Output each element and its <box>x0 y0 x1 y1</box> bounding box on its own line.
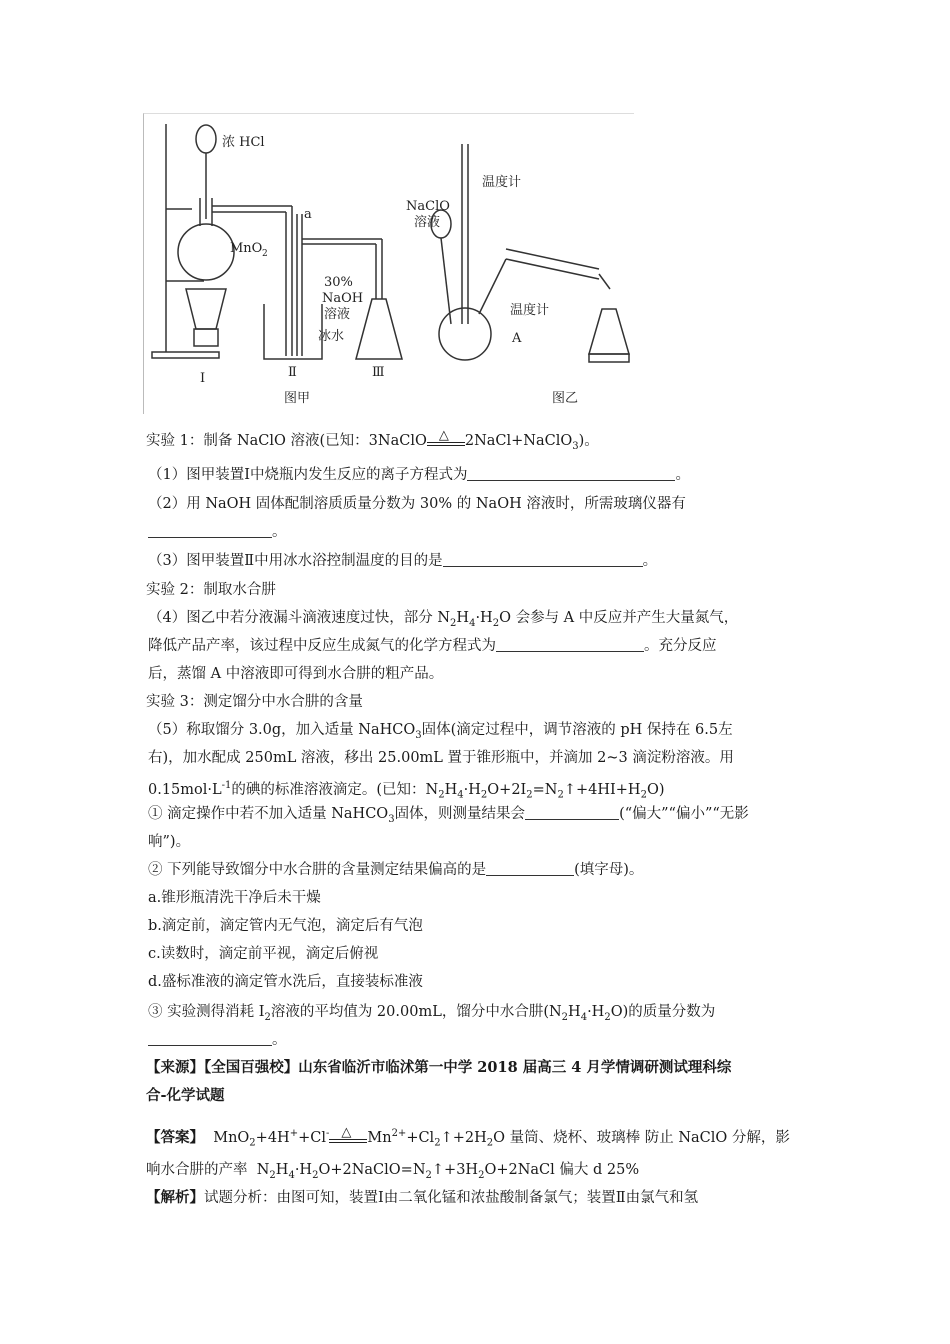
answer-blank-5 <box>525 805 619 820</box>
label-roman-3: Ⅲ <box>372 365 385 380</box>
answer-eq-1: MnO <box>213 1129 250 1146</box>
label-solution: 溶液 <box>324 307 351 322</box>
heating-triangle-icon: △ <box>329 1127 367 1145</box>
question-1 <box>148 465 828 485</box>
experiment-3-heading: 实验 3：测定馏分中水合肼的含量 <box>146 694 363 710</box>
answer-eq-7: O 量筒、烧杯、玻璃棒 防止 NaClO 分解，影 <box>493 1129 790 1146</box>
label-thermometer-mid: 温度计 <box>510 303 550 318</box>
experiment-1-subscript: 3 <box>572 440 579 452</box>
question-3 <box>148 551 828 571</box>
heating-triangle-icon: △ <box>427 430 465 448</box>
label-naclo-solution: 溶液 <box>414 215 441 230</box>
sub-question-3-line-2 <box>148 1030 828 1050</box>
answer-label: 【答案】 <box>146 1128 204 1146</box>
question-2-blank-line <box>148 522 828 542</box>
label-fig-a: 图甲 <box>284 391 311 406</box>
sub-question-3-end: 。 <box>272 1032 287 1048</box>
apparatus-diagram <box>144 114 634 414</box>
question-2 <box>148 494 828 514</box>
question-5-text-3: 的碘的标准溶液滴定。(已知：N <box>231 781 439 798</box>
option-a: a.锥形瓶清洗干净后未干燥 <box>148 890 321 906</box>
question-5-text-2: 固体(滴定过程中，调节溶液的 pH 保持在 6.5左 <box>421 722 733 738</box>
question-1-text: （1）图甲装置Ⅰ中烧瓶内发生反应的离子方程式为 <box>148 467 468 483</box>
question-2-end: 。 <box>272 524 287 540</box>
answer-eq-4: Mn <box>367 1129 392 1146</box>
separatory-funnel <box>196 125 216 153</box>
experiment-1-products: 2NaCl+NaClO <box>464 433 573 449</box>
sub-question-2-end: (填字母)。 <box>574 862 644 878</box>
answer-eq-2: +4H <box>255 1129 290 1146</box>
thermometer-2 <box>479 259 506 314</box>
question-4-line-2 <box>148 636 828 656</box>
burner <box>186 289 226 329</box>
sub-question-1-line-2: 响”)。 <box>148 834 191 850</box>
question-4: （4）图乙中若分液漏斗滴液速度过快，部分 $N_2H_4\cdot H_2O$ 会参与 A 中反应并产生大量氮气， <box>148 610 739 629</box>
label-mno2-sub: 2 <box>262 249 268 259</box>
question-5-text-4: +4HI+H <box>576 781 641 798</box>
question-5-text: （5）称取馏分 3.0g，加入适量 NaHCO <box>148 722 416 738</box>
question-3-end: 。 <box>642 553 658 569</box>
option-c: c.读数时，滴定前平视，滴定后俯视 <box>148 946 379 962</box>
question-4-text: （4）图乙中若分液漏斗滴液速度过快，部分 N <box>148 610 451 626</box>
answer-eq-11: O+2NaCl 偏大 d 25% <box>484 1162 640 1178</box>
label-roman-1: Ⅰ <box>200 371 206 386</box>
label-naclo: NaClO <box>406 199 450 214</box>
receiving-flask <box>589 309 629 354</box>
condenser <box>506 259 599 279</box>
question-5-conc: 0.15mol·L <box>148 781 222 798</box>
sub-question-3: ③ 实验测得消耗 $I_2$溶液的平均值为 20.00mL，馏分中水合肼$(N_2H_4\cdot H_2O)$的质量分数为 <box>148 1004 716 1023</box>
three-neck-flask <box>439 308 491 360</box>
answer-blank-1 <box>467 466 675 481</box>
question-4-text-2: 会参与 A 中反应并产生大量氮气， <box>515 610 739 626</box>
sub-question-2 <box>148 860 828 880</box>
answer-eq-8: 响水合肼的产率 <box>146 1162 248 1178</box>
sub-question-1: ① 滴定操作中若不加入适量 NaHCO$_3$固体，则测量结果会 (“偏大”“偏小”“无影 <box>148 806 749 825</box>
sub-question-1-text: ① 滴定操作中若不加入适量 NaHCO <box>148 806 389 822</box>
label-naoh-pct: 30% <box>324 275 353 290</box>
source-line: 【来源】【全国百强校】山东省临沂市临沭第一中学 2018 届高三 4 月学情调研测试理科综 <box>146 1059 732 1076</box>
question-4-text-3: 降低产品产率，该过程中反应生成氮气的化学方程式为 <box>148 638 496 654</box>
answer-eq-10: ↑+3H <box>431 1162 479 1178</box>
apparatus-figure <box>143 113 634 414</box>
option-d: d.盛标准液的滴定管水洗后，直接装标准液 <box>148 974 423 990</box>
question-1-end: 。 <box>675 467 690 483</box>
experiment-2-heading: 实验 2：制取水合肼 <box>146 582 276 598</box>
answer-eq-6: ↑+2H <box>440 1129 487 1146</box>
answer-blank-6 <box>486 861 574 876</box>
answer-blank-3 <box>443 552 643 567</box>
answer-blank-2 <box>148 523 272 538</box>
analysis-text: 试题分析：由图可知，装置Ⅰ由二氧化锰和浓盐酸制备氯气；装置Ⅱ由氯气和氢 <box>204 1190 699 1206</box>
question-4-line-3: 后，蒸馏 A 中溶液即可得到水合肼的粗产品。 <box>148 666 444 682</box>
label-A: A <box>512 331 522 346</box>
answer-blank-7 <box>148 1031 272 1046</box>
question-5: （5）称取馏分 3.0g，加入适量 NaHCO$_3$固体(滴定过程中，调节溶液的 pH 保持在 6.5左 <box>148 722 733 741</box>
answer-eq-5: +Cl <box>406 1129 435 1146</box>
answer-eq-3: +Cl <box>298 1129 326 1146</box>
label-conc-hcl: 浓 HCl <box>222 135 265 150</box>
experiment-1-line <box>146 430 826 457</box>
label-roman-2: Ⅱ <box>288 365 297 380</box>
label-thermometer-top: 温度计 <box>482 175 522 190</box>
answer-eq-9: O+2NaClO=N <box>318 1162 426 1178</box>
round-flask <box>178 224 234 280</box>
label-fig-b: 图乙 <box>552 391 579 406</box>
question-5-line-3: $0.15mol\cdot L^{-1}$的碘的标准溶液滴定。(已知：$N_2H_4\cdot H_2O+2I_2=N_2↑+4HI+H_2O$) <box>148 780 665 801</box>
ice-bath-beaker <box>264 304 322 359</box>
question-2-text: （2）用 NaOH 固体配制溶质质量分数为 30% 的 NaOH 溶液时，所需玻璃仪器有 <box>148 496 686 512</box>
option-b: b.滴定前，滴定管内无气泡，滴定后有气泡 <box>148 918 423 934</box>
experiment-1-text: 实验 1：制备 NaClO 溶液(已知：3NaClO <box>146 433 427 449</box>
source-line-2: 合-化学试题 <box>146 1087 225 1104</box>
sub-question-2-text: ② 下列能导致馏分中水合肼的含量测定结果偏高的是 <box>148 862 487 878</box>
sub-question-1-text-3: (“偏大”“偏小”“无影 <box>619 806 749 822</box>
question-5-text-5: O) <box>646 781 665 798</box>
label-naoh: NaOH <box>322 291 364 306</box>
analysis-line <box>146 1188 826 1208</box>
experiment-1-end: )。 <box>578 433 599 449</box>
question-4-text-4: 。充分反应 <box>644 638 717 654</box>
answer-line-2: 响水合肼的产率 $N_2H_4\cdot H_2O+2NaClO=N_2↑+3H_2O+2NaCl$ 偏大 d 25% <box>146 1162 640 1181</box>
sub-question-1-text-2: 固体，则测量结果会 <box>394 806 526 822</box>
answer-blank-4 <box>496 637 644 652</box>
conical-flask-3 <box>356 299 402 359</box>
label-a: a <box>304 207 312 222</box>
question-5-line-2: 右)，加水配成 250mL 溶液，移出 25.00mL 置于锥形瓶中，并滴加 2~3 滴淀粉溶液。用 <box>148 750 734 766</box>
sub-question-3-text-2: 溶液的平均值为 20.00mL，馏分中水合肼(N <box>270 1004 562 1020</box>
answer-line: 【答案】 MnO$_2$+4H++Cl- △ $Mn^{2+}+Cl_2↑+2H_2O$ 量筒、烧杯、玻璃棒 防止 NaClO 分解，影 <box>146 1124 790 1149</box>
label-mno2: MnO <box>230 241 263 256</box>
label-ice-water: 冰水 <box>318 329 345 344</box>
analysis-label: 【解析】 <box>146 1189 204 1206</box>
question-3-text: （3）图甲装置Ⅱ中用冰水浴控制温度的目的是 <box>148 553 443 569</box>
stand-base <box>152 352 219 358</box>
sub-question-3-text: ③ 实验测得消耗 I <box>148 1004 265 1020</box>
sub-question-3-text-3: O)的质量分数为 <box>610 1004 716 1020</box>
